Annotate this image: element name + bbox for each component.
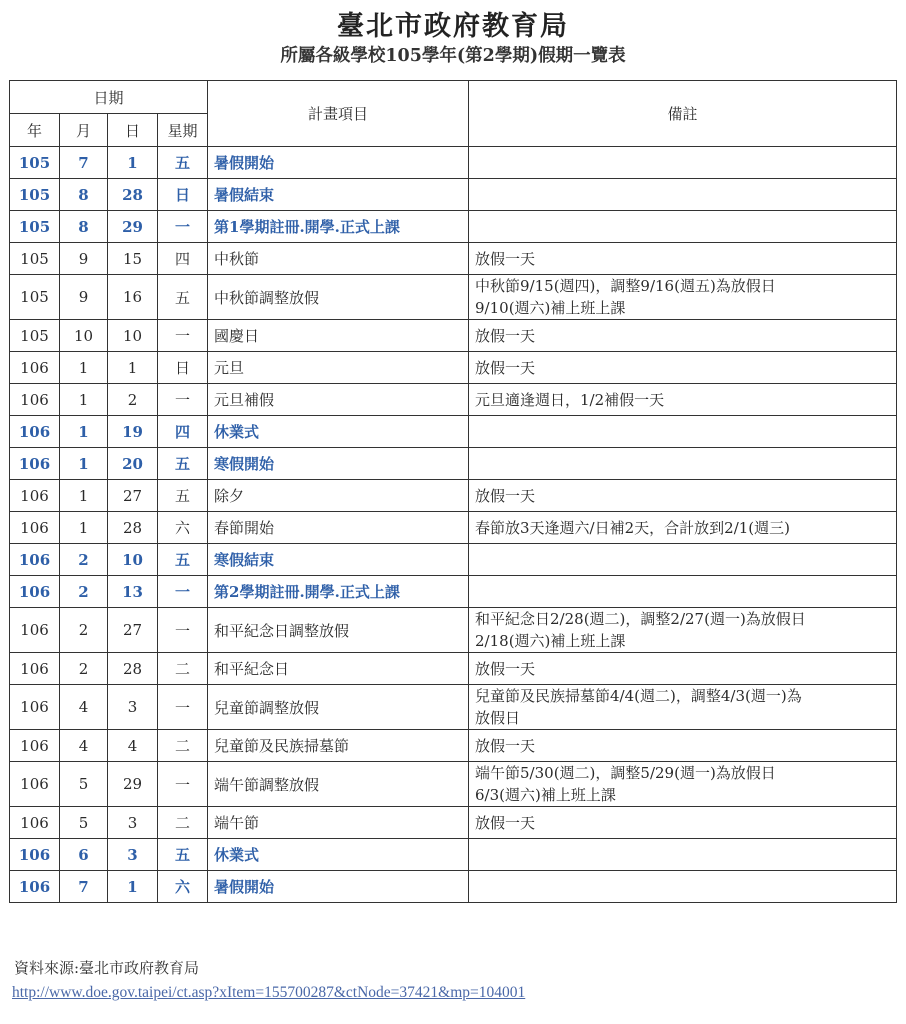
table-row (10, 576, 897, 608)
cell-day: 4 (108, 730, 158, 762)
cell-year: 106 (10, 730, 60, 762)
cell-note (469, 352, 897, 384)
header-day: 日 (108, 114, 158, 147)
cell-day: 19 (108, 416, 158, 448)
cell-month: 1 (60, 480, 108, 512)
cell-item: 和平紀念日 (208, 653, 469, 685)
cell-item: 寒假結束 (208, 544, 469, 576)
cell-item: 元旦 (208, 352, 469, 384)
cell-year: 105 (10, 211, 60, 243)
cell-weekday: 五 (158, 275, 208, 320)
cell-note (469, 762, 897, 807)
table-row (10, 179, 897, 211)
cell-note (469, 653, 897, 685)
table-row (10, 653, 897, 685)
cell-day: 20 (108, 448, 158, 480)
table-row (10, 544, 897, 576)
cell-weekday: 一 (158, 320, 208, 352)
cell-day: 28 (108, 512, 158, 544)
cell-note (469, 512, 897, 544)
cell-month: 7 (60, 147, 108, 179)
cell-item: 端午節調整放假 (208, 762, 469, 807)
cell-day: 3 (108, 839, 158, 871)
cell-note (469, 608, 897, 653)
cell-day: 15 (108, 243, 158, 275)
cell-year: 106 (10, 512, 60, 544)
table-row (10, 320, 897, 352)
cell-item: 中秋節調整放假 (208, 275, 469, 320)
cell-weekday: 二 (158, 807, 208, 839)
cell-year: 106 (10, 871, 60, 903)
cell-item: 兒童節調整放假 (208, 685, 469, 730)
cell-month: 9 (60, 243, 108, 275)
cell-year: 106 (10, 544, 60, 576)
cell-year: 105 (10, 179, 60, 211)
cell-year: 106 (10, 352, 60, 384)
cell-month: 4 (60, 685, 108, 730)
cell-weekday: 一 (158, 685, 208, 730)
cell-day: 1 (108, 352, 158, 384)
cell-item: 暑假開始 (208, 871, 469, 903)
cell-day: 3 (108, 807, 158, 839)
cell-month: 2 (60, 653, 108, 685)
cell-year: 106 (10, 762, 60, 807)
cell-weekday: 二 (158, 653, 208, 685)
cell-month: 1 (60, 384, 108, 416)
cell-year: 106 (10, 448, 60, 480)
note-line-1: 放假一天 (475, 736, 536, 755)
table-row (10, 762, 897, 807)
cell-item: 和平紀念日調整放假 (208, 608, 469, 653)
cell-weekday: 日 (158, 352, 208, 384)
table-row (10, 512, 897, 544)
cell-note (469, 480, 897, 512)
cell-year: 106 (10, 685, 60, 730)
header-month: 月 (60, 114, 108, 147)
cell-year: 106 (10, 653, 60, 685)
note-line-1: 放假一天 (475, 813, 536, 832)
cell-weekday: 五 (158, 448, 208, 480)
cell-item: 暑假結束 (208, 179, 469, 211)
cell-note (469, 544, 897, 576)
cell-weekday: 一 (158, 762, 208, 807)
cell-note (469, 416, 897, 448)
page-subtitle: 所屬各級學校105學年(第2學期)假期一覽表 (280, 46, 626, 66)
cell-year: 106 (10, 384, 60, 416)
table-row (10, 275, 897, 320)
cell-item: 除夕 (208, 480, 469, 512)
table-row (10, 352, 897, 384)
table-row (10, 871, 897, 903)
cell-item: 兒童節及民族掃墓節 (208, 730, 469, 762)
cell-day: 1 (108, 147, 158, 179)
cell-day: 28 (108, 653, 158, 685)
cell-item: 寒假開始 (208, 448, 469, 480)
cell-item: 元旦補假 (208, 384, 469, 416)
table-row (10, 480, 897, 512)
cell-year: 105 (10, 243, 60, 275)
cell-note (469, 320, 897, 352)
cell-day: 10 (108, 544, 158, 576)
cell-note (469, 576, 897, 608)
cell-month: 10 (60, 320, 108, 352)
note-line-1: 兒童節及民族掃墓節4/4(週二)，調整4/3(週一)為 (475, 687, 802, 705)
cell-month: 6 (60, 839, 108, 871)
cell-weekday: 一 (158, 384, 208, 416)
cell-weekday: 日 (158, 179, 208, 211)
holiday-schedule-table (9, 80, 897, 903)
cell-weekday: 一 (158, 608, 208, 653)
cell-year: 106 (10, 608, 60, 653)
cell-month: 1 (60, 448, 108, 480)
note-line-1: 元旦適逢週日，1/2補假一天 (475, 390, 665, 409)
cell-item: 中秋節 (208, 243, 469, 275)
cell-month: 5 (60, 807, 108, 839)
cell-item: 休業式 (208, 839, 469, 871)
note-line-2: 6/3(週六)補上班上課 (475, 786, 616, 804)
cell-item: 暑假開始 (208, 147, 469, 179)
header-year: 年 (10, 114, 60, 147)
cell-note (469, 871, 897, 903)
note-line-1: 放假一天 (475, 358, 536, 377)
cell-weekday: 五 (158, 839, 208, 871)
note-line-1: 放假一天 (475, 249, 536, 268)
cell-month: 2 (60, 608, 108, 653)
note-line-2: 放假日 (475, 709, 521, 727)
cell-year: 106 (10, 576, 60, 608)
cell-weekday: 四 (158, 416, 208, 448)
cell-month: 8 (60, 179, 108, 211)
cell-day: 29 (108, 762, 158, 807)
cell-year: 105 (10, 275, 60, 320)
cell-month: 2 (60, 576, 108, 608)
cell-weekday: 六 (158, 512, 208, 544)
cell-note (469, 179, 897, 211)
table-row (10, 608, 897, 653)
cell-day: 10 (108, 320, 158, 352)
note-line-2: 2/18(週六)補上班上課 (475, 632, 626, 650)
cell-day: 27 (108, 608, 158, 653)
cell-day: 1 (108, 871, 158, 903)
cell-day: 29 (108, 211, 158, 243)
cell-year: 105 (10, 320, 60, 352)
table-row (10, 243, 897, 275)
cell-year: 106 (10, 416, 60, 448)
cell-item: 春節開始 (208, 512, 469, 544)
cell-note (469, 384, 897, 416)
page-title: 臺北市政府教育局 (337, 11, 569, 42)
cell-weekday: 六 (158, 871, 208, 903)
cell-item: 第1學期註冊.開學.正式上課 (208, 211, 469, 243)
table-row (10, 448, 897, 480)
note-line-1: 放假一天 (475, 486, 536, 505)
cell-day: 27 (108, 480, 158, 512)
cell-weekday: 四 (158, 243, 208, 275)
cell-month: 1 (60, 352, 108, 384)
table-row (10, 685, 897, 730)
cell-note (469, 839, 897, 871)
cell-month: 9 (60, 275, 108, 320)
note-line-1: 放假一天 (475, 326, 536, 345)
cell-note (469, 275, 897, 320)
cell-year: 106 (10, 839, 60, 871)
cell-day: 13 (108, 576, 158, 608)
cell-year: 106 (10, 480, 60, 512)
cell-note (469, 448, 897, 480)
table-row (10, 807, 897, 839)
cell-day: 16 (108, 275, 158, 320)
table-row (10, 147, 897, 179)
source-note: 資料來源:臺北市政府教育局 (14, 959, 200, 977)
cell-item: 第2學期註冊.開學.正式上課 (208, 576, 469, 608)
table-header (10, 81, 897, 147)
cell-weekday: 五 (158, 544, 208, 576)
note-line-1: 端午節5/30(週二)，調整5/29(週一)為放假日 (475, 764, 776, 782)
cell-item: 休業式 (208, 416, 469, 448)
cell-item: 端午節 (208, 807, 469, 839)
cell-year: 106 (10, 807, 60, 839)
cell-item: 國慶日 (208, 320, 469, 352)
cell-month: 2 (60, 544, 108, 576)
cell-weekday: 一 (158, 576, 208, 608)
cell-weekday: 五 (158, 147, 208, 179)
table-row (10, 730, 897, 762)
header-weekday: 星期 (158, 114, 208, 147)
cell-month: 4 (60, 730, 108, 762)
cell-note (469, 211, 897, 243)
header-note: 備註 (469, 81, 897, 147)
note-line-2: 9/10(週六)補上班上課 (475, 299, 626, 317)
header-item: 計畫項目 (208, 81, 469, 147)
cell-month: 8 (60, 211, 108, 243)
table-row (10, 211, 897, 243)
note-line-1: 和平紀念日2/28(週二)，調整2/27(週一)為放假日 (475, 610, 806, 628)
cell-note (469, 685, 897, 730)
cell-month: 1 (60, 416, 108, 448)
cell-note (469, 807, 897, 839)
table-row (10, 416, 897, 448)
cell-note (469, 243, 897, 275)
note-line-1: 春節放3天逢週六/日補2天，合計放到2/1(週三) (475, 518, 791, 537)
table-body (10, 147, 897, 903)
cell-day: 3 (108, 685, 158, 730)
cell-year: 105 (10, 147, 60, 179)
header-date-group: 日期 (10, 81, 208, 114)
cell-month: 7 (60, 871, 108, 903)
cell-day: 28 (108, 179, 158, 211)
cell-weekday: 五 (158, 480, 208, 512)
cell-note (469, 730, 897, 762)
table-row (10, 839, 897, 871)
cell-month: 5 (60, 762, 108, 807)
table-row (10, 384, 897, 416)
cell-note (469, 147, 897, 179)
source-link[interactable]: http://www.doe.gov.taipei/ct.asp?xItem=155700287&ctNode=37421&mp=104001 (12, 984, 526, 1001)
cell-day: 2 (108, 384, 158, 416)
note-line-1: 放假一天 (475, 659, 536, 678)
cell-weekday: 一 (158, 211, 208, 243)
note-line-1: 中秋節9/15(週四)，調整9/16(週五)為放假日 (475, 277, 776, 295)
cell-weekday: 二 (158, 730, 208, 762)
cell-month: 1 (60, 512, 108, 544)
